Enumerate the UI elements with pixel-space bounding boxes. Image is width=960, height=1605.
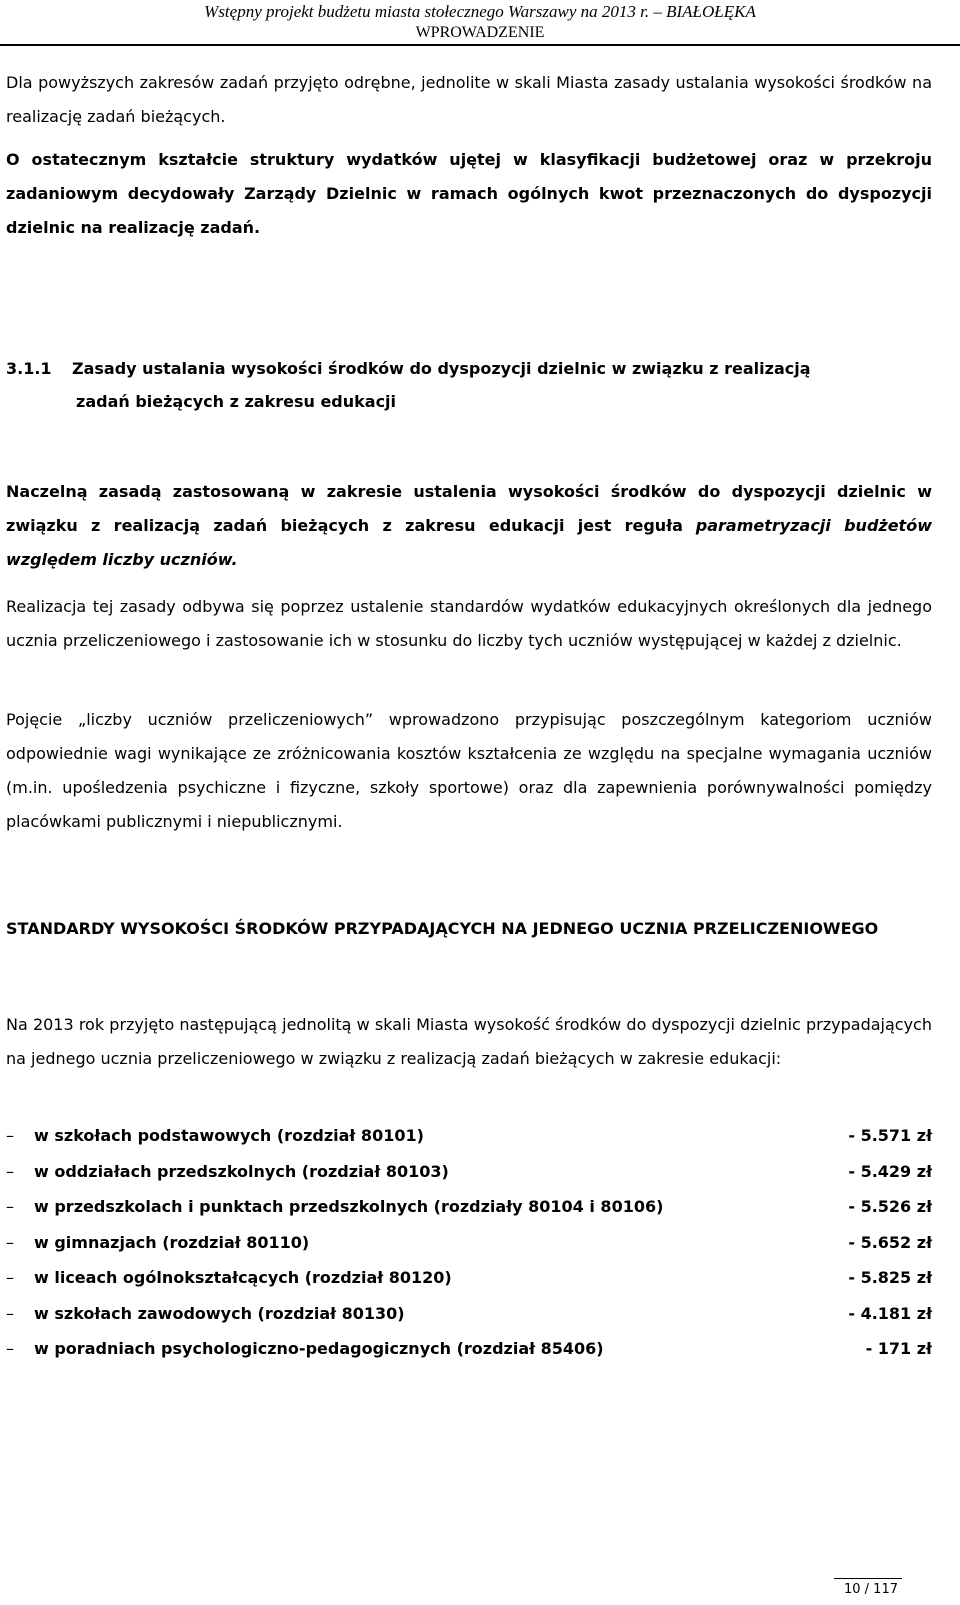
rate-value: - 5.526 zł bbox=[848, 1197, 932, 1216]
section-title-line1: Zasady ustalania wysokości środków do dyspozycji dzielnic w związku z realizacją bbox=[72, 359, 811, 378]
students-paragraph: Pojęcie „liczby uczniów przeliczeniowych” wprowadzono przypisując poszczególnym kategoriom uczniów odpowiednie wagi wynikające ze zróżnicowania kosztów kształcenia ze względu na specjalne wymagania uczniów (m.in. upośledzenia psychiczne i fizyczne, szkoły sportowe) oraz dla zapewnienia porównywalności pomiędzy placówkami publicznymi i niepublicznymi. bbox=[6, 710, 932, 831]
document-title: Wstępny projekt budżetu miasta stołecznego Warszawy na 2013 r. – BIAŁOŁĘKA bbox=[204, 2, 756, 21]
rate-label: w poradniach psychologiczno-pedagogicznych (rozdział 85406) bbox=[34, 1339, 604, 1358]
principle-paragraph bbox=[6, 475, 932, 577]
rate-value: - 5.825 zł bbox=[848, 1268, 932, 1287]
rate-value: - 4.181 zł bbox=[848, 1303, 932, 1323]
rate-value: - 5.429 zł bbox=[848, 1161, 932, 1181]
page-number-divider bbox=[834, 1578, 902, 1579]
dash-bullet: – bbox=[6, 1303, 14, 1323]
rate-value: - 171 zł bbox=[865, 1339, 932, 1358]
principle-emphasis: parametryzacji budżetów względem liczby uczniów. bbox=[6, 516, 932, 569]
rate-item bbox=[6, 1118, 932, 1154]
dash-bullet: – bbox=[6, 1161, 14, 1181]
header-divider bbox=[0, 44, 960, 46]
rate-item bbox=[6, 1331, 932, 1367]
rate-label: w szkołach zawodowych (rozdział 80130) bbox=[34, 1303, 405, 1323]
rate-label: w liceach ogólnokształcących (rozdział 80120) bbox=[34, 1268, 452, 1287]
implementation-paragraph: Realizacja tej zasady odbywa się poprzez ustalenie standardów wydatków edukacyjnych określonych dla jednego ucznia przeliczeniowego i zastosowanie ich w stosunku do liczby tych uczniów występującej w każdej z dzielnic. bbox=[6, 597, 932, 650]
principle-text: Naczelną zasadą zastosowaną w zakresie ustalenia wysokości środków do dyspozycji dzielnic w związku z realizacją zadań bieżących z zakresu edukacji jest reguła bbox=[6, 482, 932, 535]
rate-label: w gimnazjach (rozdział 80110) bbox=[34, 1232, 310, 1252]
rate-item bbox=[6, 1260, 932, 1296]
dash-bullet: – bbox=[6, 1232, 14, 1252]
structure-paragraph: O ostatecznym kształcie struktury wydatków ujętej w klasyfikacji budżetowej oraz w przekroju zadaniowym decydowały Zarządy Dzielnic w ramach ogólnych kwot przeznaczonych do dyspozycji dzielnic na realizację zadań. bbox=[6, 150, 932, 237]
rate-item bbox=[6, 1296, 932, 1332]
rates-list bbox=[6, 1118, 932, 1367]
rate-item bbox=[6, 1225, 932, 1261]
dash-bullet: – bbox=[6, 1197, 14, 1216]
rate-value: - 5.652 zł bbox=[848, 1232, 932, 1252]
dash-bullet: – bbox=[6, 1339, 14, 1358]
intro-paragraph: Dla powyższych zakresów zadań przyjęto odrębne, jednolite w skali Miasta zasady ustalania wysokości środków na realizację zadań bieżących. bbox=[6, 73, 932, 126]
rate-value: - 5.571 zł bbox=[848, 1126, 932, 1145]
section-heading bbox=[6, 352, 932, 418]
dash-bullet: – bbox=[6, 1268, 14, 1287]
rate-label: w oddziałach przedszkolnych (rozdział 80103) bbox=[34, 1161, 449, 1181]
section-title-line2: zadań bieżących z zakresu edukacji bbox=[76, 392, 397, 411]
page-number: 10 / 117 bbox=[844, 1582, 898, 1597]
page-header bbox=[0, 0, 960, 43]
dash-bullet: – bbox=[6, 1126, 14, 1145]
rate-item bbox=[6, 1154, 932, 1190]
standards-title: STANDARDY WYSOKOŚCI ŚRODKÓW PRZYPADAJĄCYCH NA JEDNEGO UCZNIA PRZELICZENIOWEGO bbox=[6, 919, 879, 938]
rate-label: w szkołach podstawowych (rozdział 80101) bbox=[34, 1126, 424, 1145]
rate-label: w przedszkolach i punktach przedszkolnych (rozdziały 80104 i 80106) bbox=[34, 1197, 664, 1216]
document-section: WPROWADZENIE bbox=[415, 24, 545, 41]
standards-intro: Na 2013 rok przyjęto następującą jednolitą w skali Miasta wysokość środków do dyspozycji dzielnic przypadających na jednego ucznia przeliczeniowego w związku z realizacją zadań bieżących w zakresie edukacji: bbox=[6, 1015, 932, 1068]
rate-item bbox=[6, 1189, 932, 1225]
section-number: 3.1.1 bbox=[6, 359, 52, 378]
